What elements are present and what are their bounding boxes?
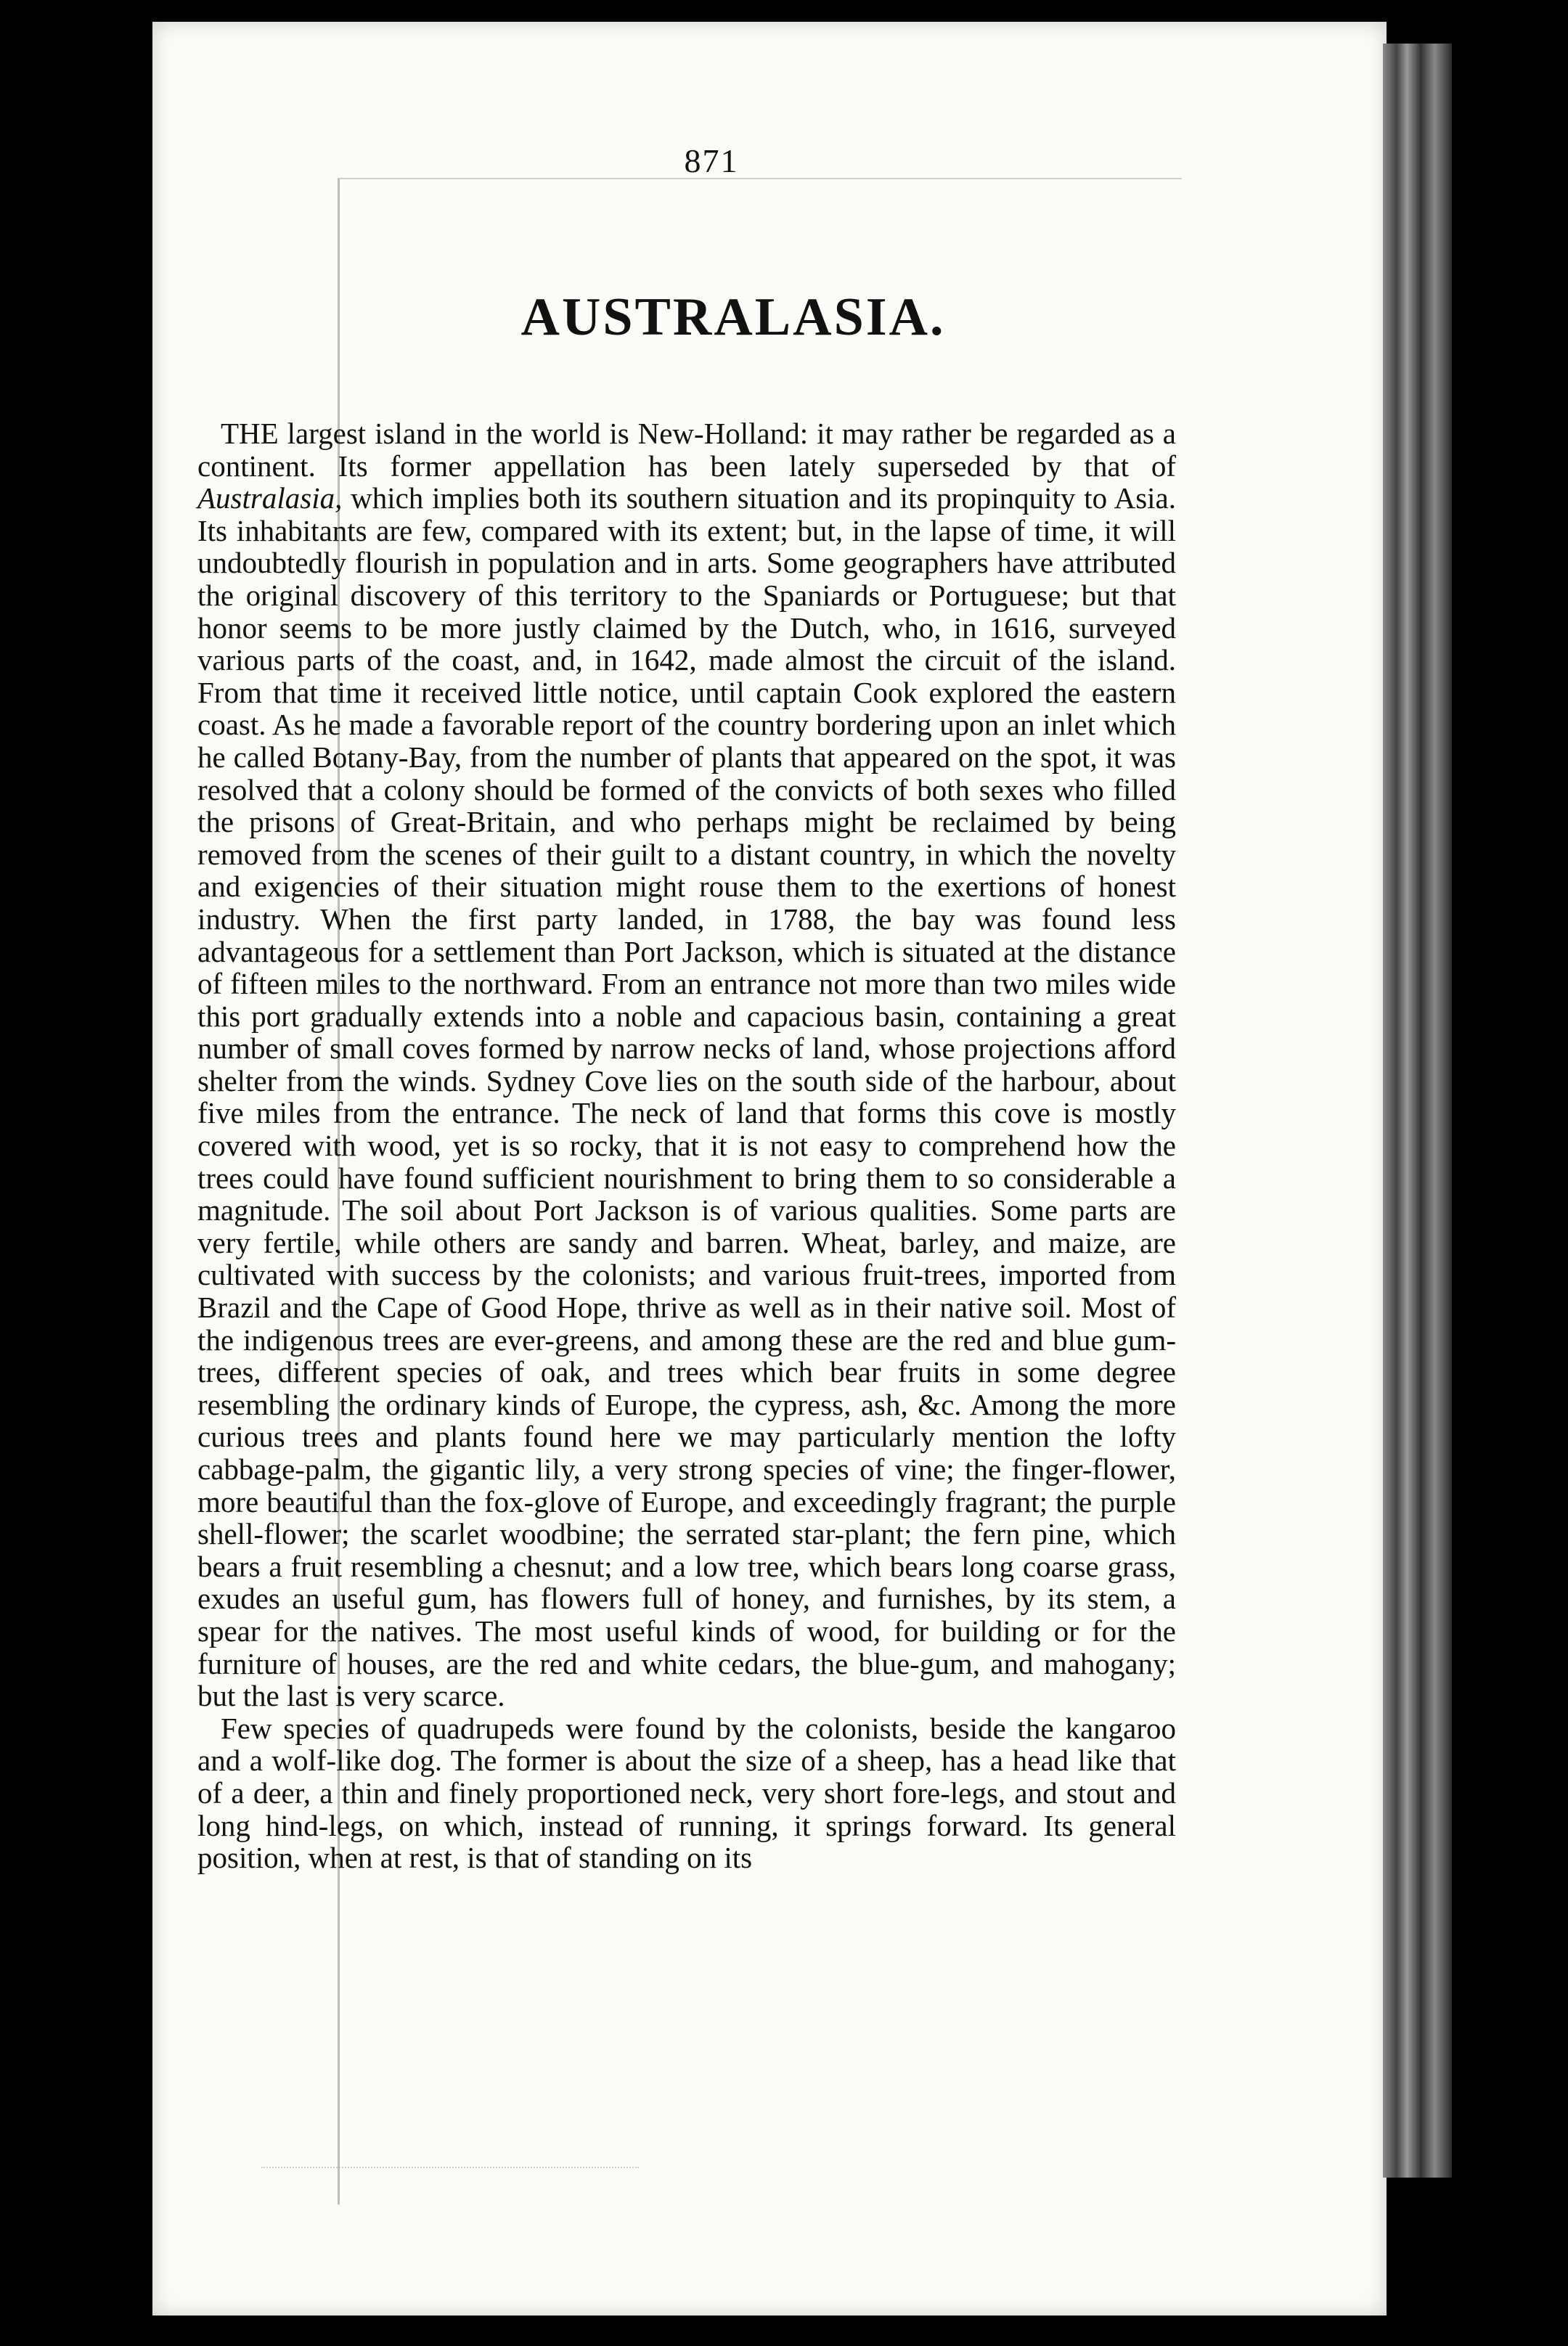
australasia-italic: Australasia, <box>197 481 343 515</box>
footer-bleed-mark <box>261 2167 639 2175</box>
page-edge-gutter <box>1383 44 1452 2178</box>
paragraph-1 <box>197 417 1176 1712</box>
body-text <box>197 417 1176 1874</box>
page-number: 871 <box>684 142 739 179</box>
chapter-title: AUSTRALASIA. <box>520 287 946 347</box>
paragraph-1-part-2: which implies both its southern situation and its propinquity to Asia. Its inhabitants are few, compared with its extent; but, in the lapse of time, it will undoubtedly flourish in population and in arts. Some geographers have attributed the original discovery of this territory to the Spaniards or Portuguese; but that honor seems to be more justly claimed by the Dutch, who, in 1616, surveyed various parts of the coast, and, in 1642, made almost the circuit of the island. From that time it received little notice, until captain Cook explored the eastern coast. As he made a favorable report of the country bordering upon an inlet which he called Botany-Bay, from the number of plants that appeared on the spot, it was resolved that a colony should be formed of the convicts of both sexes who filled the prisons of Great-Britain, and who perhaps might be reclaimed by being removed from the scenes of their guilt to a distant country, in which the novelty and exigencies of their situation might rouse them to the exertions of honest industry. When the first party landed, in 1788, the bay was found less advantageous for a settlement than Port Jackson, which is situated at the distance of fifteen miles to the northward. From an entrance not more than two miles wide this port gradually extends into a noble and capacious basin, containing a great number of small coves formed by narrow necks of land, whose projections afford shelter from the winds. Sydney Cove lies on the south side of the harbour, about five miles from the entrance. The neck of land that forms this cove is mostly covered with wood, yet is so rocky, that it is not easy to comprehend how the trees could have found sufficient nourishment to bring them to so considerable a magnitude. The soil about Port Jackson is of various qualities. Some parts are very fertile, while others are sandy and barren. Wheat, barley, and maize, are cultivated with success by the colonists; and various fruit-trees, imported from Brazil and the Cape of Good Hope, thrive as well as in their native soil. Most of the indigenous trees are ever-greens, and among these are the red and blue gum-trees, different species of oak, and trees which bear fruits in some degree resembling the ordinary kinds of Europe, the cypress, ash, &c. Among the more curious trees and plants found here we may particularly mention the lofty cabbage-palm, the gigantic lily, a very strong species of vine; the finger-flower, more beautiful than the fox-glove of Europe, and exceedingly fragrant; the purple shell-flower; the scarlet woodbine; the serrated star-plant; the fern pine, which bears a fruit resembling a chesnut; and a low tree, which bears long coarse grass, exudes an useful gum, has flowers full of honey, and furnishes, by its stem, a spear for the natives. The most useful kinds of wood, for building or for the furniture of houses, are the red and white cedars, the blue-gum, and mahogany; but the last is very scarce. <box>197 481 1176 1713</box>
paragraph-2: Few species of quadrupeds were found by the colonists, beside the kangaroo and a wolf-like dog. The former is about the size of a sheep, has a head like that of a deer, a thin and finely proportioned neck, very short fore-legs, and stout and long hind-legs, on which, instead of running, it springs forward. Its general position, when at rest, is that of standing on its <box>197 1711 1176 1875</box>
paragraph-1-part-1: THE largest island in the world is New-Holland: it may rather be regarded as a continent. Its former appellation has been lately superseded by that of <box>197 417 1176 483</box>
